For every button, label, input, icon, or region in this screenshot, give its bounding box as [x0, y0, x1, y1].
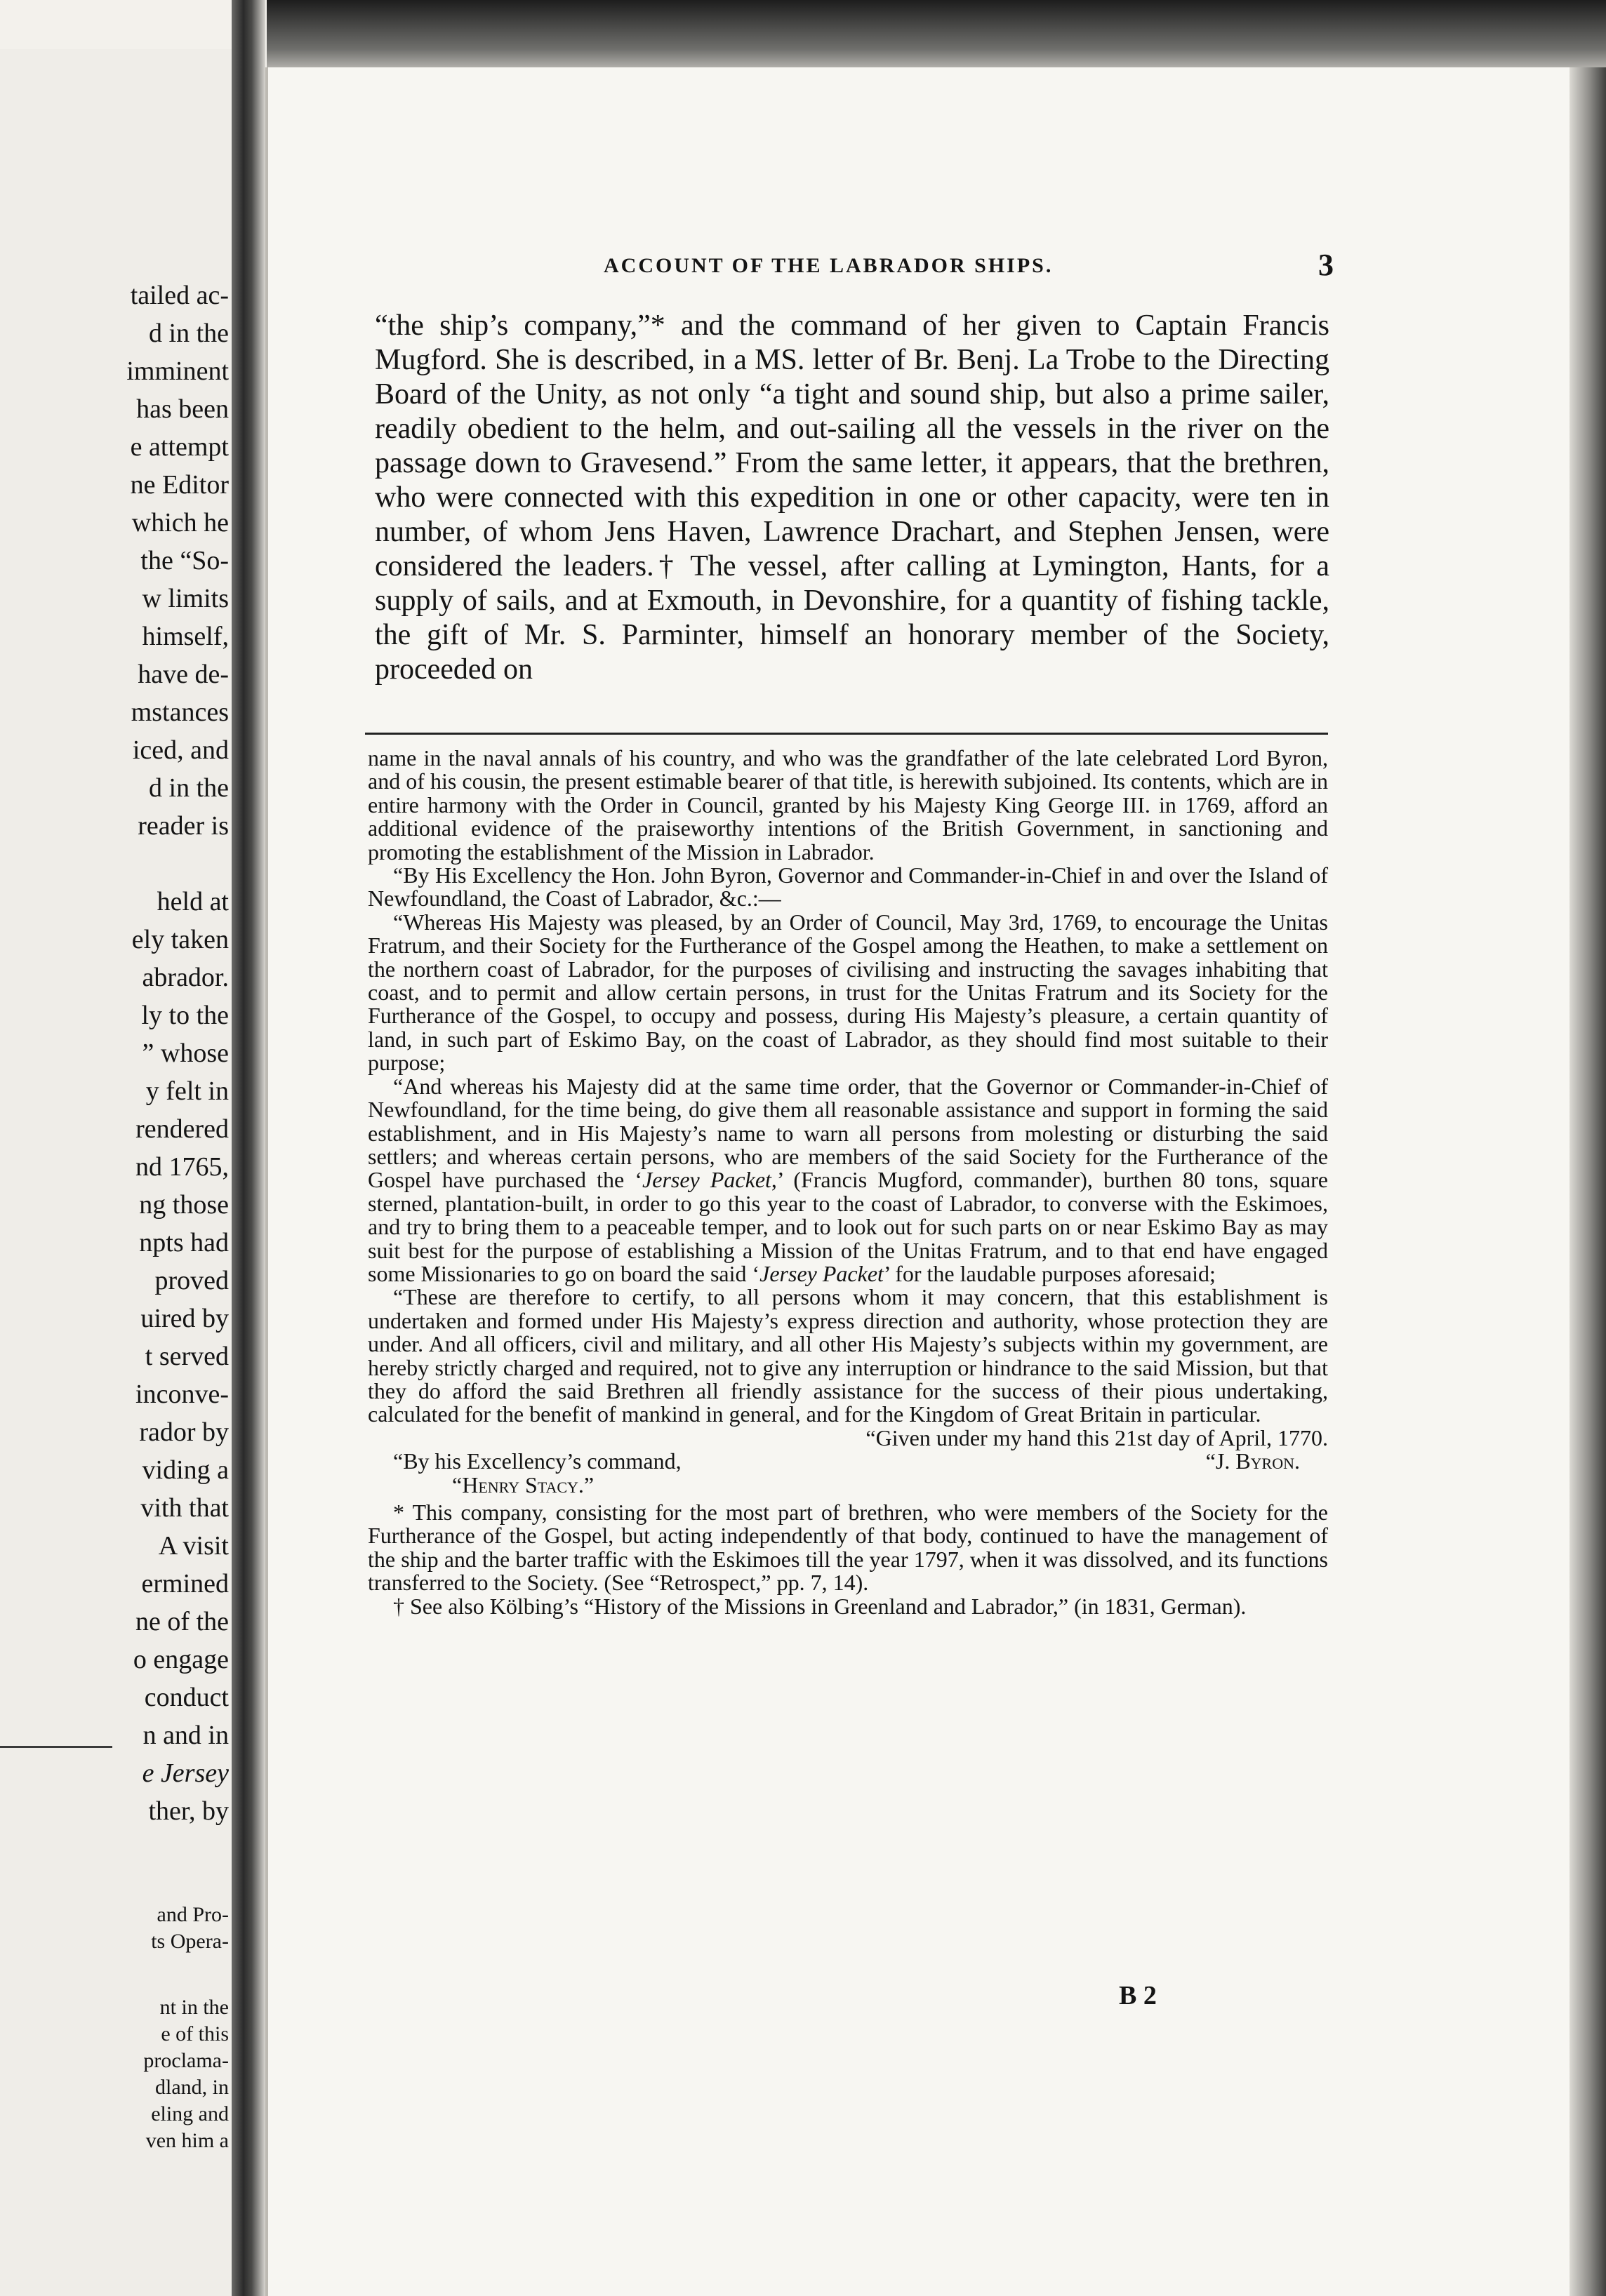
- footnote-star: * This company, consisting for the most part of brethren, who were members of the Society for the Furtherance of the Gospel, but acting independently of that body, continued to have the management of the ship and the barter traffic with the Eskimoes till the year 1797, when it was dissolved, and its functions transferred to the Society. (See “Retrospect,” pp. 7, 14).: [368, 1500, 1328, 1596]
- command-text: “By his Excellency’s command,: [393, 1448, 682, 1474]
- left-page-line: t served: [145, 1342, 229, 1371]
- left-page-line: tailed ac-: [130, 281, 229, 310]
- footnotes: [368, 747, 1328, 1618]
- proclamation-paragraph: “Whereas His Majesty was pleased, by an Order of Council, May 3rd, 1769, to encourage the Unitas Fratrum, and their Society for the Furtherance of the Gospel among the Heathen, to make a settlement on the northern coast of Labrador, for the purposes of civilising and instructing the savages inhabiting that coast, and to permit and allow certain persons, in trust for the Unitas Fratrum and its Society for the Furtherance of the Gospel, to occupy and possess, during His Majesty’s pleasure, a certain quantity of land, in such part of Eskimo Bay, on the coast of Labrador, as they should find most suitable to their purpose;: [368, 909, 1328, 1076]
- left-page-line: uired by: [140, 1304, 229, 1333]
- left-page-line: d in the: [149, 319, 229, 348]
- left-page-line: vith that: [140, 1493, 229, 1523]
- proclamation-paragraph: “These are therefore to certify, to all persons whom it may concern, that this establishment is undertaken and formed under His Majesty’s express direction and authority, whose protection they are under. And all officers, civil and military, and all other His Majesty’s subjects within my government, are hereby strictly charged and required, not to give any interruption or hindrance to the said Mission, but that they do afford the said Brethren all friendly assistance for the success of their pious undertaking, calculated for the benefit of mankind in general, and for the Kingdom of Great Britain in particular.: [368, 1284, 1328, 1427]
- left-page-line: inconve-: [135, 1380, 229, 1409]
- footnote-dagger: † See also Kölbing’s “History of the Missions in Greenland and Labrador,” (in 1831, German).: [393, 1593, 1247, 1619]
- page-number: 3: [1318, 248, 1334, 282]
- left-page-line: ly to the: [141, 1001, 229, 1030]
- top-shadow: [267, 0, 1606, 70]
- footnote-list: [368, 1501, 1328, 1618]
- left-page-line: himself,: [142, 622, 229, 651]
- left-footnote-line: e of this: [161, 2022, 229, 2045]
- left-page-line: n and in: [142, 1721, 229, 1750]
- left-footnote-line: nt in the: [159, 1996, 229, 2019]
- left-footnote-line: ven him a: [145, 2129, 229, 2152]
- left-page-line: ng those: [139, 1190, 229, 1220]
- left-page-line: d in the: [149, 773, 229, 803]
- footnote-rule: [365, 733, 1328, 735]
- left-page-line: iced, and: [132, 735, 229, 765]
- left-page-line: o engage: [133, 1645, 229, 1674]
- left-page-line: the “So-: [140, 546, 229, 575]
- left-page-line: npts had: [139, 1228, 229, 1257]
- left-page-line: A visit: [158, 1531, 229, 1561]
- left-footnote-line: dland, in: [155, 2076, 229, 2099]
- left-page-line: ely taken: [131, 925, 229, 954]
- left-page: [0, 49, 239, 2296]
- left-page-line: ne of the: [135, 1607, 229, 1636]
- main-text: [375, 309, 1329, 687]
- left-footnote-line: eling and: [151, 2102, 229, 2125]
- left-page-line: e Jersey: [142, 1758, 229, 1788]
- left-page-line: w limits: [142, 584, 229, 613]
- left-footnote-line: proclama-: [143, 2049, 229, 2072]
- book-gutter: [232, 0, 265, 2296]
- left-page-line: which he: [131, 508, 229, 538]
- left-page-line: y felt in: [145, 1076, 229, 1106]
- left-page-line: ” whose: [142, 1039, 229, 1068]
- proclamation-paragraph: “By His Excellency the Hon. John Byron, Governor and Commander-in-Chief in and over the Island of Newfoundland, the Coast of Labrador, &c.:—: [368, 862, 1328, 912]
- left-page-line: held at: [157, 887, 229, 916]
- left-page-line: mstances: [131, 698, 229, 727]
- left-footnote-line: ts Opera-: [151, 1930, 229, 1953]
- running-title: ACCOUNT OF THE LABRADOR SHIPS.: [604, 254, 1054, 277]
- left-page-line: abrador.: [142, 963, 229, 992]
- left-footnote-rule: [0, 1746, 112, 1748]
- left-page-line: ne Editor: [130, 470, 229, 500]
- command-line: [368, 1450, 1328, 1473]
- left-page-line: e attempt: [130, 432, 229, 462]
- proclamation-paragraph: “And whereas his Majesty did at the same time order, that the Governor or Commander-in-Chief of Newfoundland, for the time being, do give them all reasonable assistance and support in forming the said establishment, and in His Majesty’s name to warn all persons from molesting or disturbing the said settlers; and whereas certain persons, who are members of the said Society for the Furtherance of the Gospel have purchased the ‘Jersey Packet,’ (Francis Mugford, commander), burthen 80 tons, square sterned, plantation-built, in order to go this year to the coast of Labrador, to converse with the Eskimoes, and try to bring them to a peaceable temper, and to look out for such parts on or near Eskimo Bay as may suit best for the purpose of establishing a Mission of the Unitas Fratrum, and to that end have engaged some Missionaries to go on board the said ‘Jersey Packet’ for the laudable purposes aforesaid;: [368, 1073, 1329, 1286]
- signature-byron: “J. Byron.: [1205, 1448, 1300, 1474]
- left-page-line: have de-: [138, 660, 229, 689]
- left-page-line: imminent: [126, 356, 229, 386]
- signature-stacy: “Henry Stacy.”: [452, 1471, 595, 1497]
- left-page-line: nd 1765,: [135, 1152, 229, 1182]
- left-page-line: rendered: [135, 1114, 229, 1144]
- left-page-line: conduct: [144, 1683, 229, 1712]
- left-footnote-line: and Pro-: [157, 1903, 229, 1926]
- left-page-line: viding a: [142, 1455, 229, 1485]
- signature-mark: B 2: [1119, 1981, 1157, 2010]
- left-page-line: reader is: [138, 811, 229, 841]
- left-page-line: has been: [136, 394, 229, 424]
- page-edge: [1569, 67, 1606, 2296]
- body-paragraph: “the ship’s company,”* and the command of her given to Captain Francis Mugford. She is described, in a MS. letter of Br. Benj. La Trobe to the Directing Board of the Unity, as not only “a tight and sound ship, but also a prime sailer, readily obedient to the helm, and out-sailing all the vessels in the river on the passage down to Gravesend.” From the same letter, it appears, that the brethren, who were connected with this expedition in one or other capacity, were ten in number, of whom Jens Haven, Lawrence Drachart, and Stephen Jensen, were considered the leaders.† The vessel, after calling at Lymington, Hants, for a supply of sails, and at Exmouth, in Devonshire, for a quantity of fishing tackle, the gift of Mr. S. Parminter, himself an honorary member of the Society, proceeded on: [375, 309, 1329, 686]
- left-page-line: rador by: [139, 1417, 229, 1447]
- left-page-line: ther, by: [148, 1796, 229, 1826]
- footnote-continuation: name in the naval annals of his country, and who was the grandfather of the late celebrated Lord Byron, and of his cousin, the present estimable bearer of that title, is herewith subjoined. Its contents, which are in entire harmony with the Order in Council, granted by his Majesty King George III. in 1769, afford an additional evidence of the praiseworthy intentions of the British Government, in sanctioning and promoting the establishment of the Mission in Labrador.: [368, 745, 1328, 865]
- given-line: “Given under my hand this 21st day of April, 1770.: [865, 1424, 1328, 1450]
- left-page-line: ermined: [141, 1569, 229, 1598]
- left-page-line: proved: [154, 1266, 229, 1295]
